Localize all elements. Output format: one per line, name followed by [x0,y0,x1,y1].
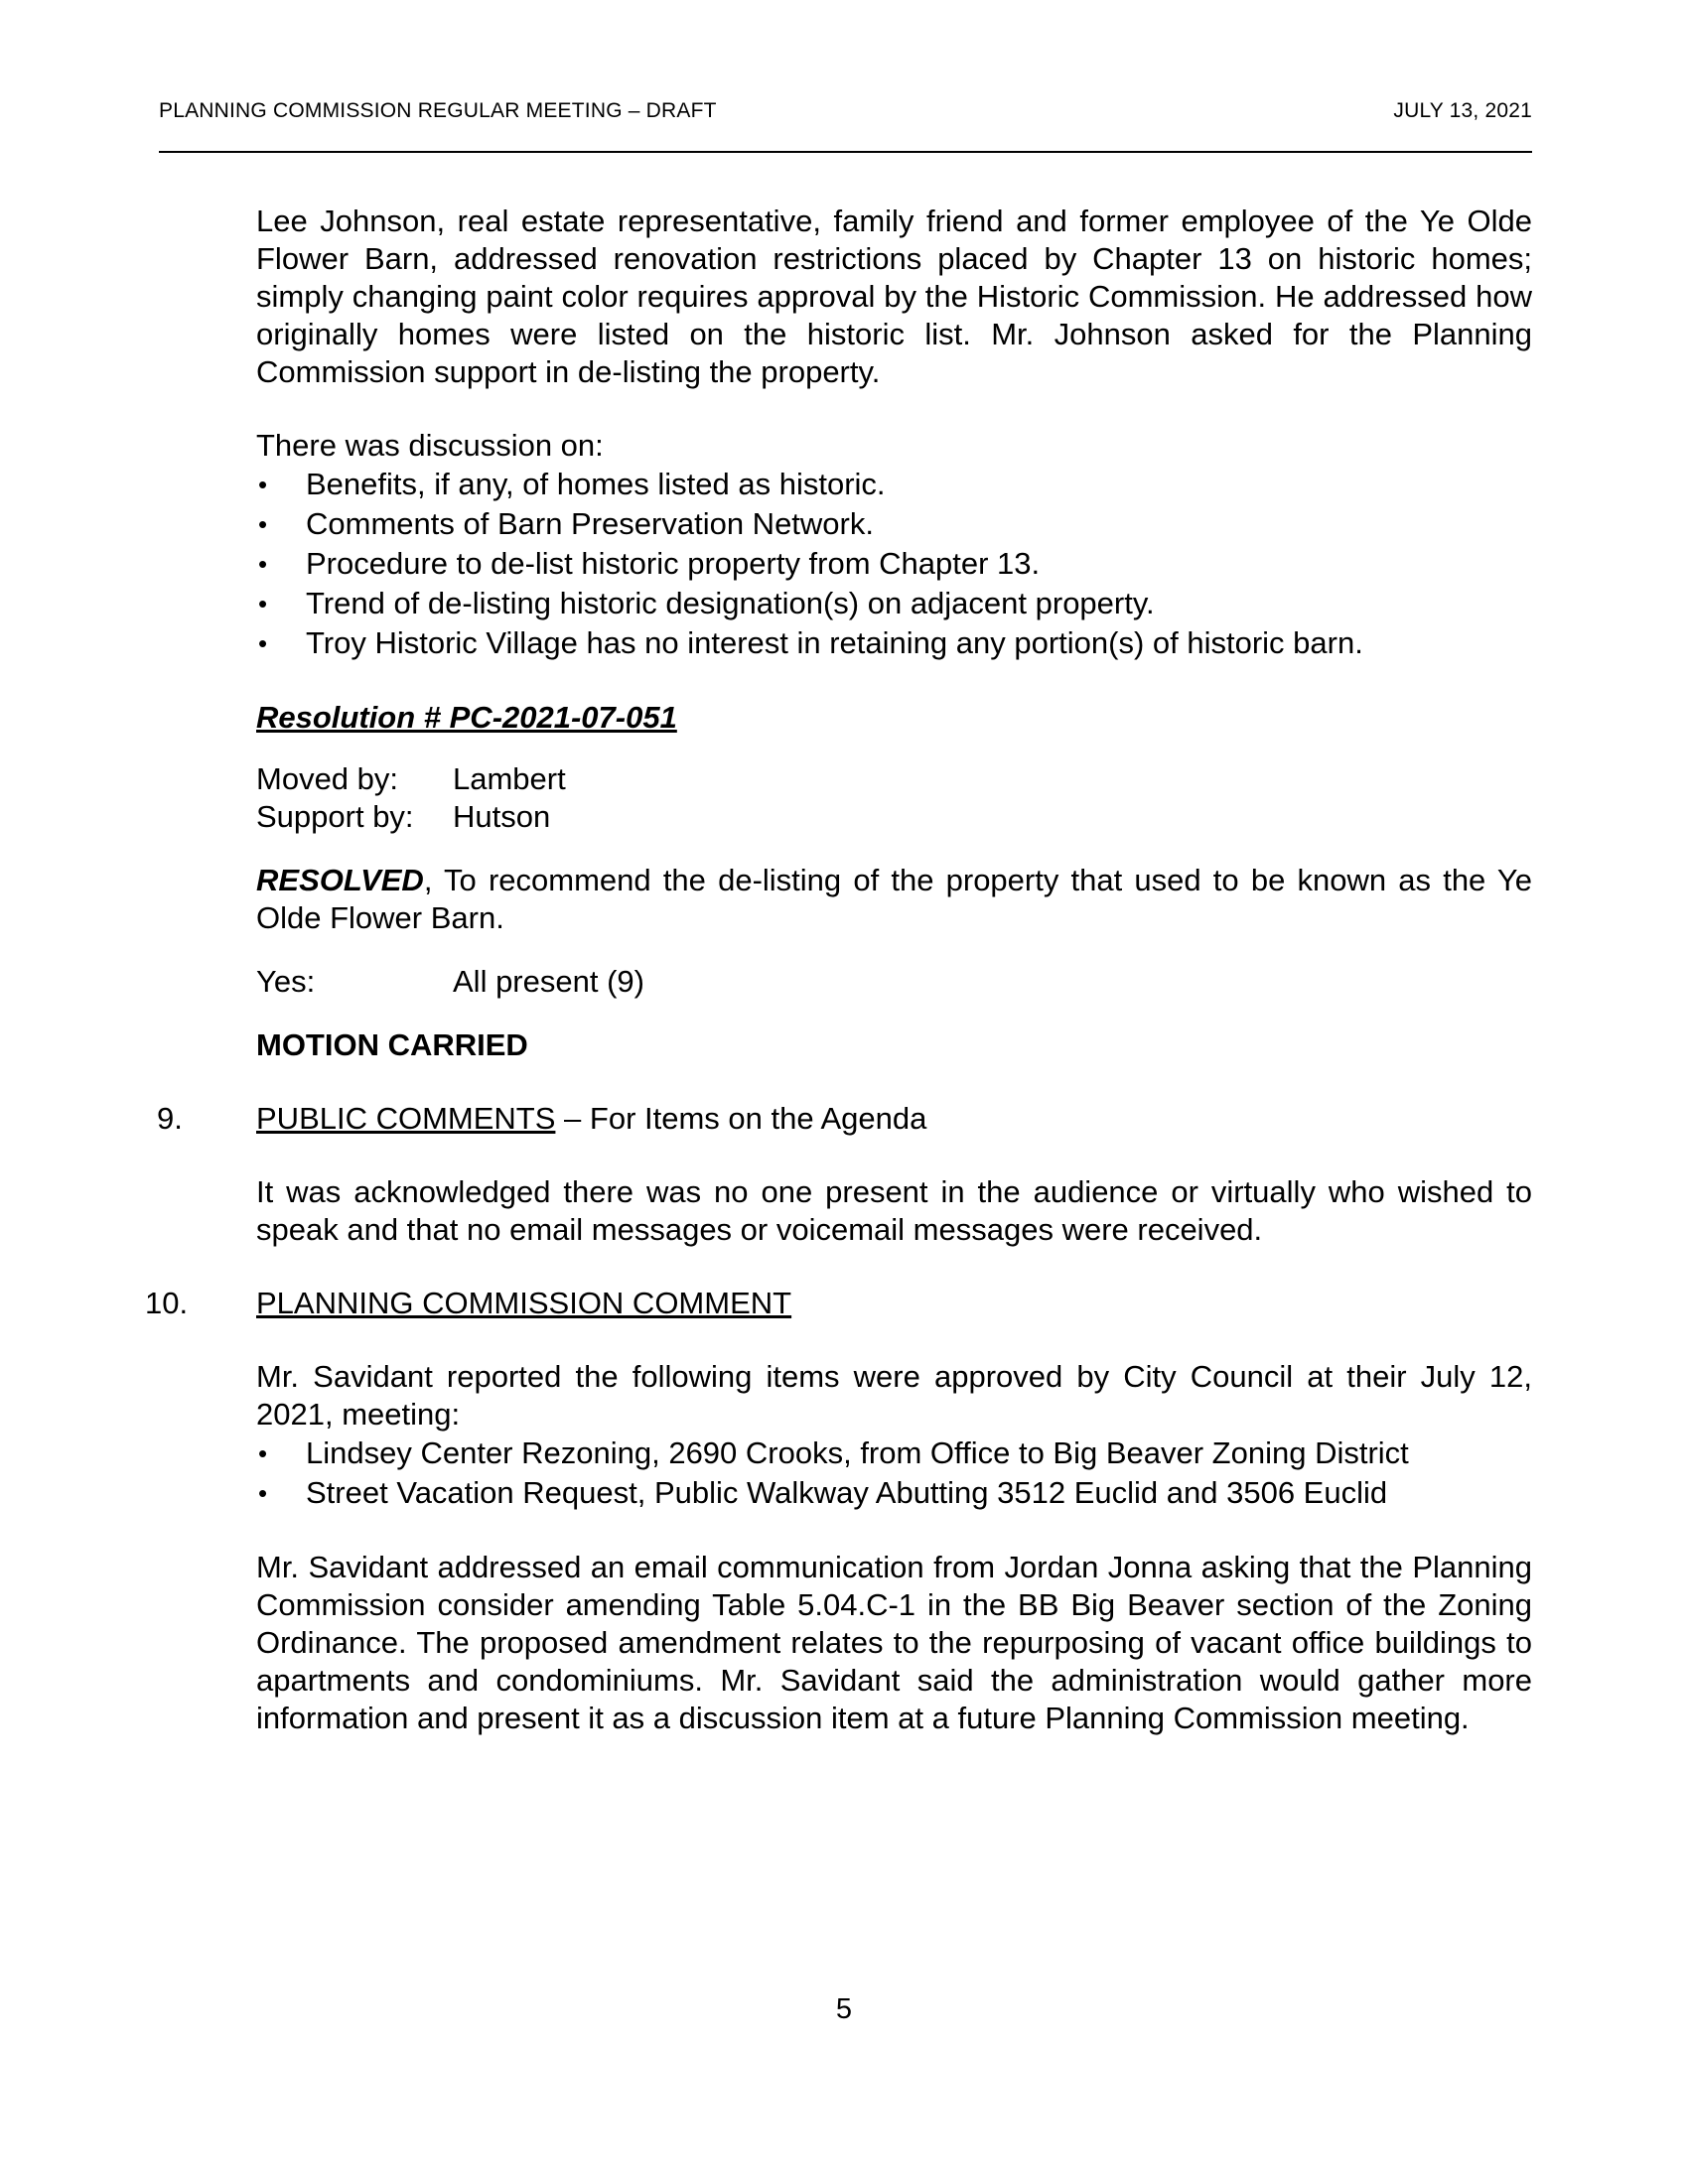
resolved-keyword: RESOLVED [256,863,424,897]
list-item [256,1473,1532,1513]
bullet-icon: • [258,589,268,618]
section-number: 10. [145,1286,189,1320]
list-item-text: Street Vacation Request, Public Walkway Abutting 3512 Euclid and 3506 Euclid [306,1475,1388,1510]
bullet-icon: • [258,1478,268,1508]
vote-label: Yes: [256,964,316,999]
header-date: JULY 13, 2021 [1393,99,1532,122]
support-by-label: Support by: [256,799,414,834]
moved-by-row [256,760,1532,798]
section-number: 9. [157,1101,183,1136]
section-title-suffix: – For Items on the Agenda [555,1101,927,1136]
bullet-icon: • [258,1438,268,1468]
section-9-paragraph: It was acknowledged there was no one present in the audience or virtually who wished to speak and that no email messages or voicemail messages were received. [256,1174,1532,1247]
section-10-paragraph-2: Mr. Savidant addressed an email communication from Jordan Jonna asking that the Planning Commission consider amending Table 5.04.C-1 in the BB Big Beaver section of the Zoning Ordinance. The proposed amendment relates to the repurposing of vacant office buildings to apartments and condominiums. Mr. Savidant said the administration would gather more information and present it as a discussion item at a future Planning Commission meeting. [256,1550,1532,1735]
support-by-value: Hutson [453,799,551,834]
moved-by-label: Moved by: [256,761,399,796]
discussion-list [256,465,1532,663]
header-title: PLANNING COMMISSION REGULAR MEETING – DRAFT [159,99,717,122]
list-item [256,544,1532,584]
list-item-text: Troy Historic Village has no interest in retaining any portion(s) of historic barn. [306,625,1363,660]
document-body [145,203,1532,1773]
list-item-text: Trend of de-listing historic designation(s) on adjacent property. [306,586,1155,620]
motion-movers [256,760,1532,836]
vote-value: All present (9) [453,964,644,999]
list-item [256,623,1532,663]
list-item-text: Comments of Barn Preservation Network. [306,506,874,541]
section-10-paragraph-1: Mr. Savidant reported the following items were approved by City Council at their July 12, 2021, meeting: [256,1359,1532,1432]
bullet-icon: • [258,549,268,579]
support-by-row [256,798,1532,836]
motion-result: MOTION CARRIED [256,1027,528,1062]
section-10-heading [145,1285,1532,1322]
bullet-icon: • [258,470,268,499]
intro-paragraph: Lee Johnson, real estate representative, family friend and former employee of the Ye Olde Flower Barn, addressed renovation restrictions placed by Chapter 13 on historic homes; simply changing paint color requires approval by the Historic Commission. He addressed how originally homes were listed on the historic list. Mr. Johnson asked for the Planning Commission support in de-listing the property. [256,204,1532,389]
bullet-icon: • [258,628,268,658]
list-item [256,504,1532,544]
resolved-paragraph [256,862,1532,937]
page-header [159,95,1532,153]
list-item-text: Procedure to de-list historic property from Chapter 13. [306,546,1041,581]
resolution-title: Resolution # PC-2021-07-051 [256,700,677,735]
list-item-text: Benefits, if any, of homes listed as historic. [306,467,886,501]
bullet-icon: • [258,509,268,539]
page-number: 5 [835,1993,853,2025]
resolved-text: , To recommend the de-listing of the property that used to be known as the Ye Olde Flower Barn. [256,863,1532,935]
section-9-heading [157,1100,1532,1138]
list-item-text: Lindsey Center Rezoning, 2690 Crooks, from Office to Big Beaver Zoning District [306,1435,1409,1470]
section-title: PLANNING COMMISSION COMMENT [256,1286,792,1320]
section-title: PUBLIC COMMENTS [256,1101,556,1136]
moved-by-value: Lambert [453,761,566,796]
list-item [256,584,1532,623]
approved-items-list [256,1433,1532,1513]
list-item [256,1433,1532,1473]
discussion-lead: There was discussion on: [256,428,604,463]
vote-row [256,963,1532,1001]
list-item [256,465,1532,504]
